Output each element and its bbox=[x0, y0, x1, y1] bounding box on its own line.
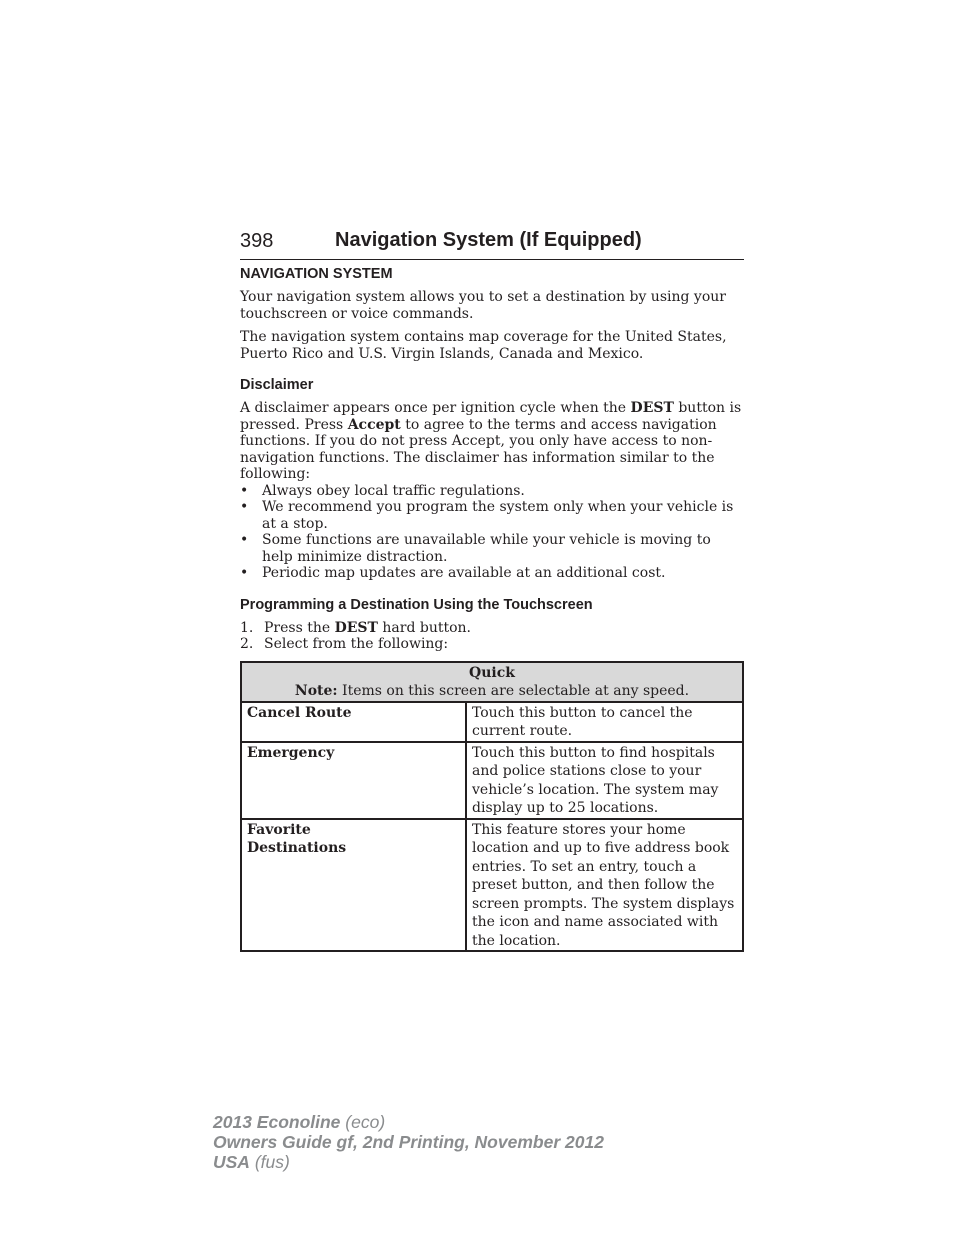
table-header-row bbox=[241, 662, 743, 702]
row-label: Favorite Destinations bbox=[241, 819, 466, 952]
quick-menu-table bbox=[240, 661, 744, 953]
note-text: Items on this screen are selectable at any speed. bbox=[337, 683, 690, 699]
bullet-icon: • bbox=[240, 482, 249, 499]
bullet-icon: • bbox=[240, 499, 249, 515]
row-label: Emergency bbox=[241, 742, 466, 819]
step-item: 1. Press the DEST hard button. bbox=[240, 619, 471, 636]
footer-model-line: 2013 Econoline (eco) bbox=[213, 1112, 386, 1132]
list-item: • Periodic map updates are available at an additional cost. bbox=[240, 565, 666, 581]
footer-market-line: USA (fus) bbox=[213, 1152, 290, 1172]
table-row bbox=[241, 819, 743, 952]
table-title: Quick bbox=[469, 664, 515, 681]
list-item: • We recommend you program the system only when your vehicle is at a stop. bbox=[240, 499, 734, 532]
intro-paragraph: Your navigation system allows you to set a destination by using your touchscreen or voice commands. bbox=[240, 289, 726, 322]
disclaimer-bullet-list bbox=[240, 483, 744, 582]
note-label: Note: bbox=[294, 683, 338, 699]
list-item: • Always obey local traffic regulations. bbox=[240, 482, 525, 499]
section-title: NAVIGATION SYSTEM bbox=[240, 266, 393, 282]
row-description: Touch this button to cancel the current route. bbox=[466, 702, 743, 742]
programming-steps bbox=[240, 620, 744, 653]
bullet-icon: • bbox=[240, 565, 249, 581]
page-number: 398 bbox=[240, 230, 274, 252]
page-footer bbox=[213, 1112, 604, 1172]
accept-keyword: Accept bbox=[347, 416, 401, 433]
table-row bbox=[241, 702, 743, 742]
table-header bbox=[241, 662, 743, 702]
disclaimer-heading: Disclaimer bbox=[240, 377, 314, 393]
page-header bbox=[240, 228, 744, 260]
dest-keyword: DEST bbox=[630, 400, 674, 416]
page-content bbox=[240, 266, 744, 952]
chapter-title: Navigation System (If Equipped) bbox=[335, 229, 642, 251]
table-row bbox=[241, 742, 743, 819]
row-label: Cancel Route bbox=[241, 702, 466, 742]
step-item: 2. Select from the following: bbox=[240, 636, 449, 652]
disclaimer-paragraph: A disclaimer appears once per ignition cycle when the DEST button is pressed. Press Accept to agree to the terms and access navigation functions. If you do not press Accept, you only have access to non-navigation functions. The disclaimer has information similar to the following: bbox=[240, 400, 742, 482]
row-description: Touch this button to find hospitals and police stations close to your vehicle’s location. The system may display up to 25 locations. bbox=[466, 742, 743, 819]
list-item: • Some functions are unavailable while your vehicle is moving to help minimize distraction. bbox=[240, 532, 711, 565]
coverage-paragraph: The navigation system contains map coverage for the United States, Puerto Rico and U.S. Virgin Islands, Canada and Mexico. bbox=[240, 329, 727, 362]
programming-heading: Programming a Destination Using the Touchscreen bbox=[240, 596, 593, 613]
footer-guide-line: Owners Guide gf, 2nd Printing, November 2012 bbox=[213, 1132, 604, 1152]
bullet-icon: • bbox=[240, 532, 249, 548]
row-description: This feature stores your home location and up to five address book entries. To set an entry, touch a preset button, and then follow the screen prompts. The system displays the icon and name associated with the location. bbox=[466, 819, 743, 952]
